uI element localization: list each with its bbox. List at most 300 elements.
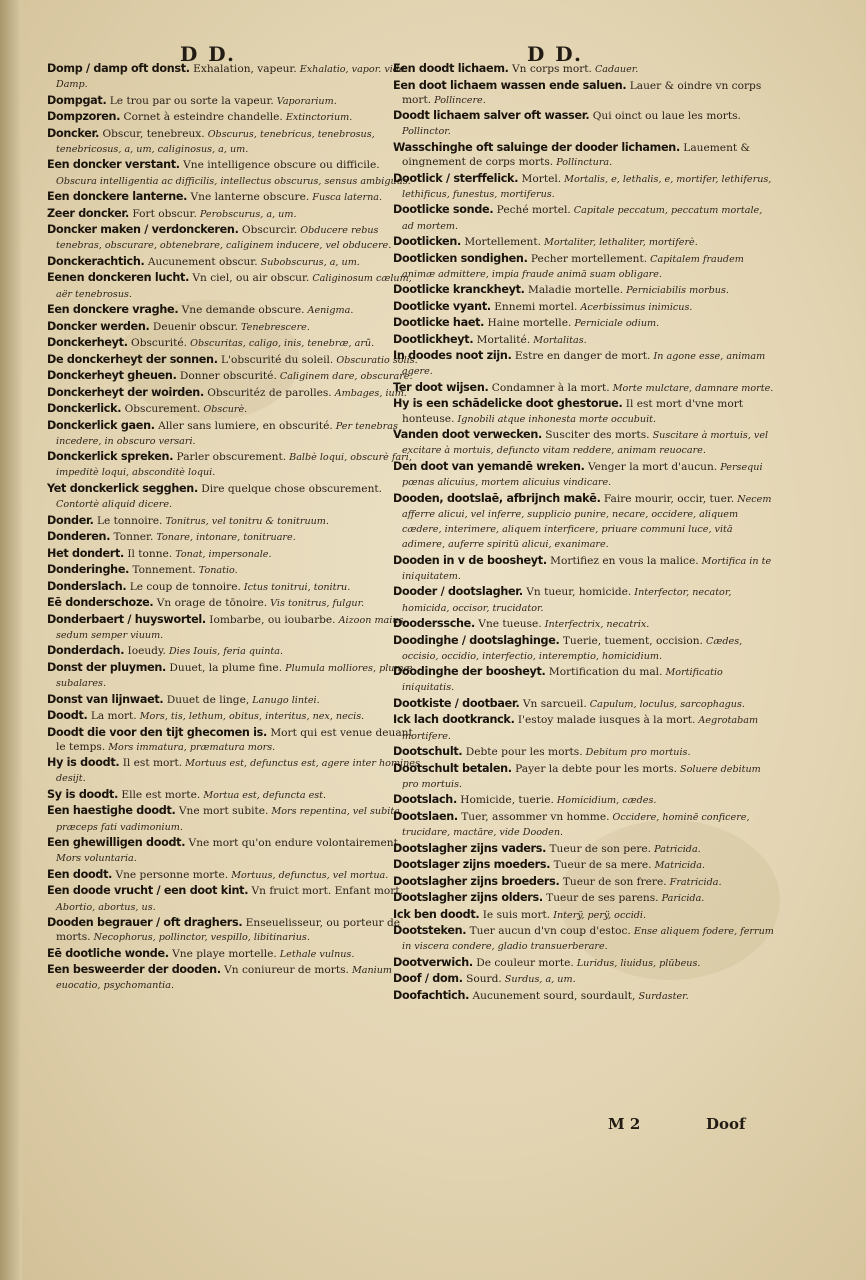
dictionary-entry: [47, 190, 421, 205]
headword: Dootverwich.: [393, 955, 473, 969]
headword: Yet donckerlick segghen.: [47, 481, 198, 495]
headword: Domp / damp oft donst.: [47, 62, 190, 75]
french-gloss: Tueur de sa mere.: [550, 859, 652, 872]
headword: Doodt.: [47, 709, 88, 723]
dictionary-entry: [393, 397, 777, 426]
french-gloss: Vn ciel, ou air obscur.: [189, 272, 310, 285]
dictionary-entry: [393, 62, 777, 77]
dictionary-entry: [393, 141, 777, 170]
headword: Het dondert.: [47, 546, 124, 560]
dictionary-entry: [393, 381, 777, 396]
french-gloss: Iombarbe, ou ioubarbe.: [205, 613, 336, 626]
french-gloss: Vn coniureur de morts.: [220, 964, 349, 977]
latin-gloss: Contortè aliquid dicere.: [56, 499, 173, 511]
headword: Een donckere lanterne.: [47, 190, 188, 204]
latin-gloss: Paricida.: [658, 893, 705, 905]
dictionary-entry: [47, 386, 421, 401]
dictionary-entry: [47, 450, 421, 480]
latin-gloss: Vis tonitrus, fulgur.: [267, 598, 365, 610]
french-gloss: Tonner.: [110, 531, 154, 544]
headword: Donckerachtich.: [47, 254, 145, 268]
running-header-right: D D.: [527, 42, 583, 66]
french-gloss: De couleur morte.: [472, 956, 574, 969]
french-gloss: Tueur de son pere.: [546, 842, 652, 855]
dictionary-entry: [47, 613, 421, 643]
dictionary-entry: [393, 349, 777, 379]
french-gloss: Mortalité.: [473, 333, 531, 346]
french-gloss: Homicide, tuerie.: [456, 794, 554, 807]
headword: Zeer doncker.: [47, 206, 129, 220]
french-gloss: Payer la debte pour les morts.: [511, 762, 677, 775]
french-gloss: Mortellement.: [460, 236, 541, 249]
headword: Sy is doodt.: [47, 787, 119, 801]
headword: Donderslach.: [47, 579, 127, 593]
french-gloss: Tueur de son frere.: [559, 875, 667, 888]
latin-gloss: Luridus, liuidus, plūbeus.: [573, 957, 701, 969]
headword: Vanden doot verwecken.: [393, 428, 542, 442]
french-gloss: Susciter des morts.: [541, 429, 650, 442]
latin-gloss: Caliginem dare, obscurare.: [276, 371, 413, 383]
headword: Donckerheyt der woirden.: [47, 385, 204, 399]
dictionary-entry: [393, 79, 777, 108]
dictionary-entry: [393, 252, 777, 282]
dictionary-entry: [47, 271, 421, 301]
dictionary-entry: [393, 634, 777, 664]
latin-gloss: Tenebrescere.: [237, 321, 310, 333]
dictionary-entry: [393, 109, 777, 139]
headword: Donderbaert / huyswortel.: [47, 612, 206, 626]
headword: Dootslagher zijns vaders.: [393, 841, 547, 855]
headword: Dootlicke kranckheyt.: [393, 283, 525, 297]
french-gloss: Vne lanterne obscure.: [187, 191, 310, 204]
latin-gloss: Morte mulctare, damnare morte.: [609, 382, 774, 394]
dictionary-entry: [47, 644, 421, 659]
latin-gloss: Tonat, impersonale.: [172, 548, 272, 560]
headword: Een doot lichaem wassen ende saluen.: [393, 78, 627, 92]
french-gloss: L'obscurité du soleil.: [217, 353, 334, 366]
latin-gloss: Subobscurus, a, um.: [257, 256, 360, 268]
headword: Donder.: [47, 513, 94, 527]
latin-gloss: Exhalatio, vapor. vide Damp.: [56, 64, 405, 91]
headword: Donst van lijnwaet.: [47, 692, 164, 706]
dictionary-entry: [393, 972, 777, 987]
latin-gloss: Obscuratio solis.: [333, 354, 418, 366]
latin-gloss: Mortuus est, defunctus est, agere inter homines desijt.: [56, 758, 420, 785]
french-gloss: Enseuelisseur, ou porteur de morts.: [56, 917, 401, 944]
latin-gloss: Matricida.: [651, 860, 706, 872]
dictionary-entry: [47, 62, 421, 92]
french-gloss: Vn corps mort.: [508, 63, 592, 75]
headword: Ter doot wijsen.: [393, 380, 489, 394]
latin-gloss: Persequi pœnas alicuius, mortem alicuius vindicare.: [402, 461, 763, 489]
headword: Den doot van yemandē wreken.: [393, 459, 585, 473]
latin-gloss: Debitum pro mortuis.: [582, 747, 691, 759]
french-gloss: Vne playe mortelle.: [168, 947, 277, 960]
latin-gloss: Aizoon maius, sedum semper viuum.: [56, 614, 407, 641]
dictionary-entry: [47, 596, 421, 611]
headword: Hy is doodt.: [47, 756, 120, 770]
headword: Dootlicke sonde.: [393, 203, 494, 217]
latin-gloss: Fratricida.: [666, 876, 722, 888]
binding-gutter: [0, 0, 22, 1280]
latin-gloss: Mortuus, defunctus, vel mortua.: [228, 869, 389, 881]
latin-gloss: Perniciabilis morbus.: [623, 285, 729, 297]
french-gloss: Donner obscurité.: [176, 370, 277, 383]
french-gloss: Lauer & oindre vn corps mort.: [402, 79, 762, 106]
dictionary-entry: [393, 908, 777, 923]
latin-gloss: Obscurè.: [200, 404, 248, 416]
latin-gloss: Homicidium, cædes.: [553, 795, 657, 807]
headword: Dootschult.: [393, 745, 463, 759]
dictionary-entry: [47, 419, 421, 449]
headword: Dooder / dootslagher.: [393, 585, 523, 599]
french-gloss: Obscurité.: [127, 337, 188, 350]
latin-gloss: Cadauer.: [591, 64, 639, 75]
headword: Doncker.: [47, 126, 100, 140]
latin-gloss: Vaporarium.: [273, 95, 337, 107]
dictionary-entry: [47, 303, 421, 318]
headword: Een besweerder der dooden.: [47, 963, 221, 977]
french-gloss: La mort.: [87, 710, 137, 723]
french-gloss: Obscurement.: [121, 403, 201, 416]
dictionary-entry: [393, 793, 777, 808]
headword: Doodt lichaem salver oft wasser.: [393, 109, 590, 123]
french-gloss: Ie suis mort.: [479, 908, 551, 921]
latin-gloss: Acerbissimus inimicus.: [577, 301, 693, 313]
dictionary-entry: [393, 875, 777, 890]
headword: Dootlicken sondighen.: [393, 251, 528, 265]
dictionary-entry: [393, 665, 777, 695]
latin-gloss: Surdus, a, um.: [501, 974, 576, 986]
dictionary-entry: [47, 788, 421, 803]
french-gloss: Exhalation, vapeur.: [189, 63, 297, 75]
catchword: Doof: [706, 1115, 746, 1133]
headword: Dootlick / sterffelick.: [393, 171, 519, 185]
headword: Wasschinghe oft saluinge der dooder lichamen.: [393, 140, 680, 154]
dictionary-entry: [47, 947, 421, 962]
dictionary-entry: [47, 207, 421, 222]
latin-gloss: Ictus tonitrui, tonitru.: [240, 581, 351, 593]
headword: Donderen.: [47, 530, 111, 544]
french-gloss: Vne personne morte.: [112, 868, 229, 881]
french-gloss: Le tonnoire.: [93, 514, 163, 527]
dictionary-entry: [393, 891, 777, 906]
latin-gloss: Interÿ, perÿ, occidi.: [550, 909, 647, 921]
dictionary-entry: [393, 745, 777, 760]
latin-gloss: Obscurus, tenebricus, tenebrosus, tenebricosus, a, um, caliginosus, a, um.: [56, 128, 375, 155]
dictionary-entry: [393, 492, 777, 553]
french-gloss: Maladie mortelle.: [524, 284, 624, 297]
french-gloss: Deuenir obscur.: [149, 320, 238, 333]
french-gloss: Fort obscur.: [129, 207, 197, 220]
french-gloss: Vn orage de tōnoire.: [153, 597, 268, 610]
dictionary-entry: [393, 924, 777, 954]
headword: Doodinghe / dootslaghinge.: [393, 633, 560, 647]
headword: Eenen donckeren lucht.: [47, 271, 190, 285]
french-gloss: Cornet à esteindre chandelle.: [120, 111, 283, 124]
french-gloss: Obscuritéz de parolles.: [203, 386, 332, 399]
latin-gloss: Capitale peccatum, peccatum mortale, ad mortem.: [402, 205, 763, 232]
headword: Een donckere vraghe.: [47, 303, 179, 317]
latin-gloss: Caliginosum cælum, aër tenebrosus.: [56, 273, 412, 300]
dictionary-entry: [47, 693, 421, 708]
french-gloss: Vn tueur, homicide.: [522, 586, 632, 599]
headword: Dootlickheyt.: [393, 332, 474, 346]
latin-gloss: In agone esse, animam agere.: [402, 351, 766, 378]
latin-gloss: Necophorus, pollinctor, vespillo, libitinarius.: [90, 932, 310, 944]
french-gloss: Duuet, la plume fine.: [166, 661, 283, 674]
french-gloss: Estre en danger de mort.: [511, 350, 651, 363]
french-gloss: Vne demande obscure.: [178, 304, 305, 317]
dictionary-entry: [47, 402, 421, 417]
headword: Donckerheyt.: [47, 336, 128, 350]
dictionary-entry: [393, 333, 777, 348]
headword: Dootslagher zijns broeders.: [393, 874, 560, 888]
headword: Dootslach.: [393, 793, 457, 807]
dictionary-entry: [47, 336, 421, 351]
french-gloss: Vne tueuse.: [474, 618, 542, 631]
signature-mark: M 2: [608, 1115, 641, 1133]
latin-gloss: Ambages, ium.: [331, 387, 407, 399]
latin-gloss: Obscuritas, caligo, inis, tenebræ, arũ.: [187, 338, 375, 350]
headword: Doof / dom.: [393, 972, 463, 986]
latin-gloss: Aegrotabam mortifere.: [402, 715, 759, 742]
latin-gloss: Pollincere.: [431, 94, 486, 106]
dictionary-entry: [47, 110, 421, 125]
latin-gloss: Mortifica in te iniquitatem.: [402, 555, 772, 582]
latin-gloss: Mors repentina, vel subita, præceps fati vadimonium.: [56, 806, 403, 833]
dictionary-entry: [393, 585, 777, 615]
right-column: [393, 62, 777, 1112]
latin-gloss: Cædes, occisio, occidio, interfectio, interemptio, homicidium.: [402, 635, 743, 662]
headword: Hy is een schādelicke doot ghestorue.: [393, 397, 623, 411]
headword: Donckerlick.: [47, 402, 122, 416]
headword: Ick ben doodt.: [393, 907, 480, 921]
dictionary-entry: [47, 223, 421, 253]
headword: Een doodt lichaem.: [393, 62, 509, 75]
french-gloss: Mortel.: [518, 172, 562, 185]
dictionary-entry: [393, 617, 777, 632]
latin-gloss: Ense aliquem fodere, ferrum in viscera condere, gladio transuerberare.: [402, 926, 774, 953]
latin-gloss: Plumula molliores, plumæ subalares.: [56, 662, 413, 690]
headword: Dooden in v de boosheyt.: [393, 553, 547, 567]
french-gloss: Peché mortel.: [493, 204, 571, 217]
french-gloss: Elle est morte.: [118, 788, 201, 801]
headword: Donckerlick gaen.: [47, 418, 155, 432]
french-gloss: Aucunement obscur.: [144, 255, 258, 268]
latin-gloss: Aenigma.: [304, 305, 354, 317]
french-gloss: Qui oinct ou laue les morts.: [589, 110, 741, 123]
latin-gloss: Extinctorium.: [282, 112, 353, 124]
french-gloss: Il est mort d'vne mort honteuse.: [402, 398, 744, 425]
dictionary-entry: [47, 353, 421, 368]
latin-gloss: Occidere, hominē conficere, trucidare, mactāre, vide Dooden.: [402, 811, 750, 839]
dictionary-entry: [47, 580, 421, 595]
latin-gloss: Lanugo lintei.: [249, 694, 320, 706]
dictionary-entry: [393, 554, 777, 584]
headword: Dootslaen.: [393, 809, 458, 823]
dictionary-entry: [47, 916, 421, 945]
headword: Donckerheyt gheuen.: [47, 369, 177, 383]
dictionary-entry: [393, 428, 777, 458]
latin-gloss: Balbè loqui, obscurè fari, impeditè loqui, absconditè loqui.: [56, 452, 412, 479]
headword: Ick lach dootkranck.: [393, 713, 515, 727]
latin-gloss: Tonitrus, vel tonitru & tonitruum.: [162, 515, 329, 527]
french-gloss: Dire quelque chose obscurement.: [197, 482, 383, 495]
dictionary-entry: [393, 713, 777, 743]
headword: Dooden, dootslaē, afbrijnch makē.: [393, 491, 601, 505]
latin-gloss: Capitalem fraudem animæ admittere, impia fraude animā suam obligare.: [402, 253, 744, 280]
latin-gloss: Mortua est, defuncta est.: [200, 789, 327, 801]
latin-gloss: Tonatio.: [195, 565, 238, 577]
french-gloss: Tuer aucun d'vn coup d'estoc.: [466, 925, 631, 938]
dictionary-entry: [393, 989, 777, 1004]
french-gloss: Mortification du mal.: [545, 666, 663, 679]
french-gloss: Vne intelligence obscure ou difficile.: [179, 159, 380, 172]
headword: Dompzoren.: [47, 110, 121, 124]
dictionary-entry: [47, 756, 421, 786]
dictionary-entry: [47, 514, 421, 529]
headword: Dompgat.: [47, 93, 107, 107]
latin-gloss: Mors immatura, præmatura mors.: [105, 741, 276, 753]
french-gloss: Tuer, assommer vn homme.: [457, 810, 610, 823]
french-gloss: Aucunement sourd, sourdault,: [469, 989, 636, 1002]
headword: Een doodt.: [47, 867, 113, 881]
dictionary-entry: [47, 563, 421, 578]
headword: Doncker maken / verdonckeren.: [47, 223, 239, 237]
headword: Dootsteken.: [393, 924, 467, 938]
dictionary-entry: [47, 868, 421, 883]
french-gloss: Obscur, tenebreux.: [99, 127, 205, 140]
dictionary-entry: [47, 884, 421, 914]
latin-gloss: Surdaster.: [635, 990, 689, 1002]
french-gloss: Faire mourir, occir, tuer.: [600, 492, 735, 505]
latin-gloss: Fusca laterna.: [309, 192, 383, 204]
latin-gloss: Mortalis, e, lethalis, e, mortifer, lethiferus, lethificus, funestus, mortiferus.: [402, 173, 772, 200]
dictionary-entry: [47, 255, 421, 270]
french-gloss: Il tonne.: [123, 547, 173, 560]
dictionary-entry: [47, 482, 421, 512]
headword: Donderdach.: [47, 644, 125, 658]
headword: Dootlicke vyant.: [393, 299, 491, 313]
headword: Dootkiste / dootbaer.: [393, 696, 520, 710]
dictionary-entry: [47, 94, 421, 109]
latin-gloss: Interfectrix, necatrix.: [541, 619, 650, 631]
latin-gloss: Perobscurus, a, um.: [196, 208, 297, 220]
latin-gloss: Mortificatio iniquitatis.: [402, 667, 723, 694]
latin-gloss: Capulum, loculus, sarcophagus.: [586, 698, 745, 710]
headword: Dootslagher zijns olders.: [393, 891, 543, 905]
latin-gloss: Obscura intelligentia ac difficilis, intellectus obscurus, sensus ambiguus.: [56, 175, 411, 187]
french-gloss: Le trou par ou sorte la vapeur.: [106, 94, 274, 107]
french-gloss: Mortifiez en vous la malice.: [546, 554, 699, 567]
headword: Doncker werden.: [47, 319, 150, 333]
dictionary-entry: [393, 956, 777, 971]
french-gloss: Il est mort.: [119, 757, 183, 770]
french-gloss: Lauement & oingnement de corps morts.: [402, 141, 750, 169]
french-gloss: Haine mortelle.: [484, 317, 572, 330]
french-gloss: Pecher mortellement.: [527, 252, 648, 265]
french-gloss: Duuet de linge,: [163, 693, 250, 706]
dictionary-entry: [47, 661, 421, 691]
headword: Dooden begrauer / oft draghers.: [47, 916, 243, 930]
running-header-left: D D.: [180, 42, 236, 66]
headword: Dootlicke haet.: [393, 316, 485, 330]
dictionary-entry: [47, 158, 421, 188]
latin-gloss: Patricida.: [651, 843, 701, 855]
latin-gloss: Mors, tis, lethum, obitus, interitus, nex, necis.: [136, 711, 365, 723]
french-gloss: Le coup de tonnoire.: [126, 580, 241, 593]
latin-gloss: Pollinctura.: [553, 157, 613, 169]
french-gloss: Aller sans lumiere, en obscurité.: [154, 419, 333, 432]
headword: Eē donderschoze.: [47, 596, 154, 610]
headword: Een ghewilligen doodt.: [47, 836, 186, 850]
headword: Doodinghe der boosheyt.: [393, 665, 546, 679]
french-gloss: Sourd.: [462, 973, 502, 986]
headword: Dootlicken.: [393, 235, 461, 249]
headword: In doodes noot zijn.: [393, 349, 512, 363]
french-gloss: Tueur de ses parens.: [542, 892, 659, 905]
dictionary-entry: [47, 963, 421, 993]
dictionary-entry: [393, 316, 777, 331]
headword: Doofachtich.: [393, 988, 470, 1002]
dictionary-entry: [47, 726, 421, 755]
headword: Een doode vrucht / een doot kint.: [47, 884, 249, 898]
headword: Een doncker verstant.: [47, 158, 180, 172]
dictionary-entry: [393, 300, 777, 315]
dictionary-entry: [393, 460, 777, 490]
dictionary-entry: [47, 836, 421, 866]
latin-gloss: Mors voluntaria.: [56, 853, 137, 865]
french-gloss: Obscurcir.: [238, 224, 298, 237]
dictionary-entry: [47, 804, 421, 834]
latin-gloss: Ignobili atque inhonesta morte occubuit.: [454, 413, 657, 425]
latin-gloss: Suscitare à mortuis, vel excitare à mortuis, defuncto vitam reddere, animam reuocare.: [402, 430, 769, 457]
dictionary-entry: [393, 697, 777, 712]
french-gloss: Tonnement.: [129, 564, 196, 577]
french-gloss: Vn sarcueil.: [519, 697, 587, 710]
latin-gloss: Soluere debitum pro mortuis.: [402, 763, 761, 790]
dictionary-entry: [47, 530, 421, 545]
latin-gloss: Tonare, intonare, tonitruare.: [153, 532, 296, 544]
french-gloss: I'estoy malade iusques à la mort.: [514, 714, 696, 727]
headword: De donckerheyt der sonnen.: [47, 352, 218, 366]
headword: Dooderssche.: [393, 617, 475, 631]
latin-gloss: Obducere rebus tenebras, obscurare, obtenebrare, caliginem inducere, vel obducere.: [56, 225, 392, 252]
french-gloss: Parler obscurement.: [173, 451, 287, 464]
dictionary-entry: [393, 235, 777, 250]
french-gloss: Vne mort subite.: [175, 805, 269, 818]
headword: Donst der pluymen.: [47, 660, 167, 674]
french-gloss: Ennemi mortel.: [490, 300, 578, 313]
dictionary-entry: [47, 547, 421, 562]
latin-gloss: Interfector, necator, homicida, occisor, trucidator.: [402, 587, 732, 614]
latin-gloss: Abortio, abortus, us.: [56, 901, 156, 913]
french-gloss: Mort qui est venue deuant le temps.: [56, 726, 413, 753]
french-gloss: Debte pour les morts.: [462, 746, 583, 759]
latin-gloss: Lethale vulnus.: [276, 948, 355, 960]
french-gloss: Tuerie, tuement, occision.: [559, 634, 703, 647]
latin-gloss: Necem afferre alicui, vel inferre, supplicio punire, necare, occidere, aliquem cædere, interimere, aliquem interficere, priuare communi luce, vitā adimere, auferre spiritū alicui, exanimare.: [402, 493, 772, 551]
dictionary-entry: [47, 320, 421, 335]
french-gloss: Vne mort qu'on endure volontairement.: [185, 837, 402, 850]
latin-gloss: Pollinctor.: [402, 126, 451, 138]
headword: Donckerlick spreken.: [47, 450, 174, 464]
french-gloss: Venger la mort d'aucun.: [584, 460, 718, 473]
dictionary-entry: [393, 762, 777, 792]
french-gloss: Ioeudy.: [124, 645, 166, 658]
dictionary-entry: [393, 283, 777, 298]
